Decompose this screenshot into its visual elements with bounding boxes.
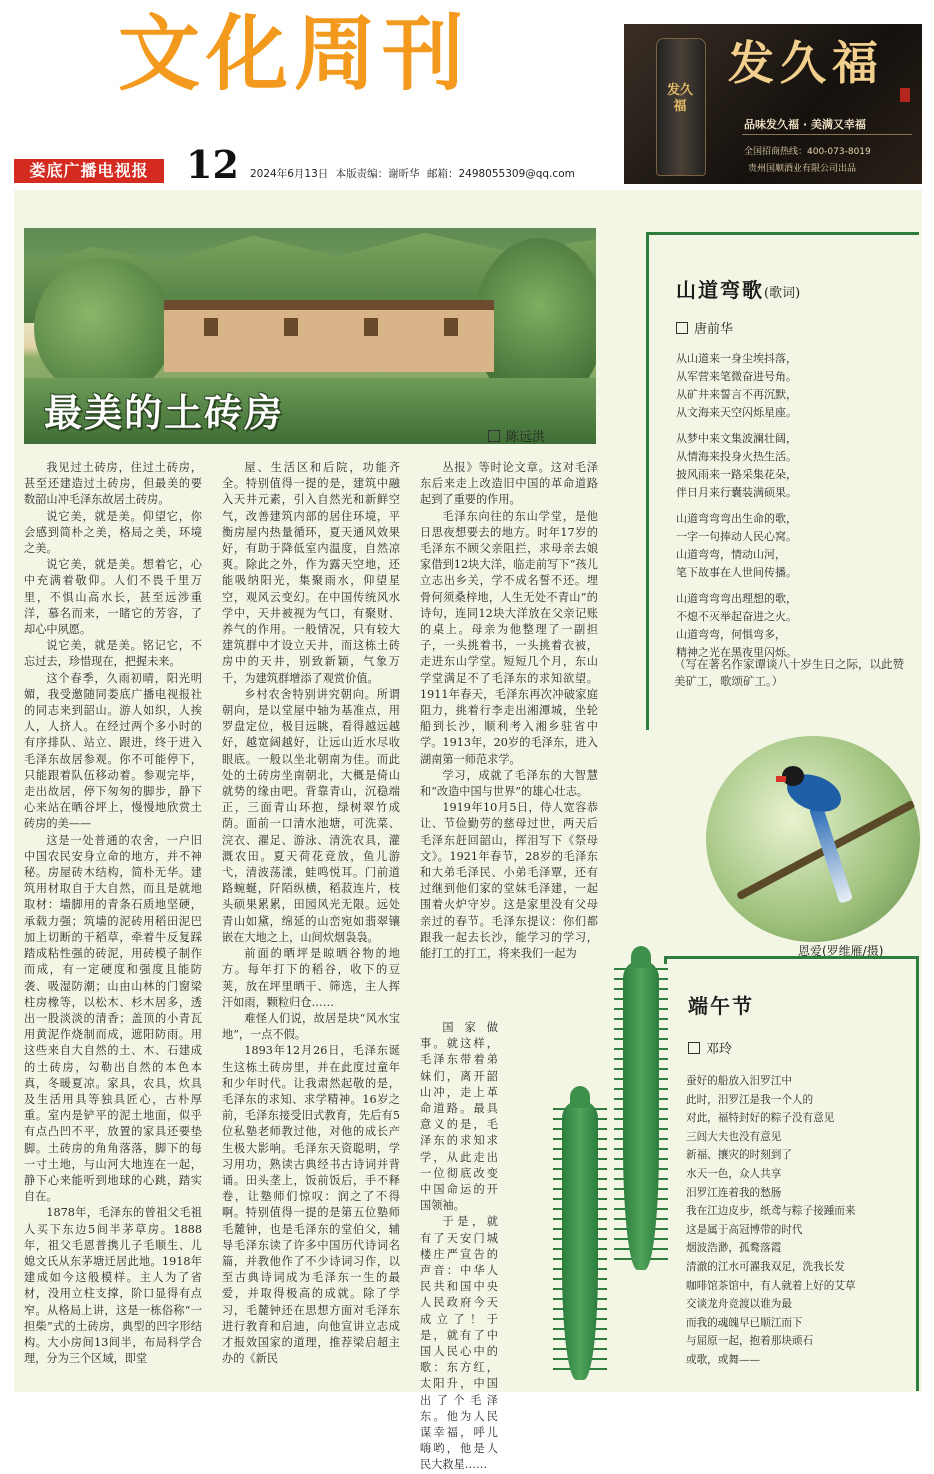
poem1-title: 山道弯歌(歌词) <box>676 278 801 302</box>
ad-brand: 发久福 <box>728 36 884 90</box>
paragraph: 学习，成就了毛泽东的大智慧和“改造中国与世界”的雄心壮志。 <box>420 768 598 799</box>
boat-head <box>570 1086 590 1108</box>
paragraph: 这个春季，久雨初晴，阳光明媚，我受邀随同娄底广播电视报社的同志来到韶山。游人如织，人挨人，人挤人。在经过两个多小时的有序排队、站立、跟进，终于进入毛泽东故居参观。你不可能停下，只能跟着队伍移动着。参观完毕，走出故居，停下匆匆的脚步，静下心来站在晒谷坪上，慢慢地欣赏土砖房的美—— <box>24 671 202 831</box>
ad-bottle <box>656 38 706 176</box>
poem-line: 新福、攘灾的时刻到了 <box>686 1149 792 1162</box>
issue-info <box>250 166 579 181</box>
ad-slogan: 品味发久福 · 美满又幸福 <box>744 118 866 131</box>
poem2-body <box>686 1072 856 1370</box>
paragraph: 1893年12月26日，毛泽东诞生这栋土砖房里，并在此度过童年和少年时代。让我肃然起敬的是，毛泽东的求知、求学精神。16岁之前，毛泽东接受旧式教育，先后有5位私塾老师教过他，对他的成长产生极大影响。毛泽东天资聪明，学习用功，熟读古典经书古诗词并背诵。田头垄上，饭前饭后，手不释卷，让塾师们惊叹：润之了不得啊。特别值得一提的是第五位塾师毛麓钟，也是毛泽东的堂伯父，辅导毛泽东读了许多中国历代诗词名篇，并教他作了不少诗词习作，以至古典诗词成为毛泽东一生的最爱，并取得极高的成就。除了学习，毛麓钟还在思想方面对毛泽东进行教育和启迪，向他宣讲立志成才报效国家的道理，推荐梁启超主办的《新民 <box>222 1044 400 1366</box>
article-column-1 <box>24 460 202 1367</box>
poem-line: 山道弯弯弯出理想的歌， <box>676 592 797 605</box>
poem1-subtitle: (歌词) <box>764 286 801 301</box>
poem-line: 不熄不灭举起奋进之火。 <box>676 610 797 623</box>
poem2-byline <box>688 1038 732 1057</box>
byline-box <box>688 1042 700 1054</box>
boat-body <box>562 1100 598 1380</box>
paragraph: 于是，就有了天安门城楼庄严宣告的声音：中华人民共和国中央人民政府今天成立了！于是，就有了中国人民心中的歌：东方红，太阳升，中国出了个毛泽东。他为人民谋幸福，呼儿嗨哟，他是人民大救星…… <box>420 1215 498 1472</box>
paragraph: 说它美，就是美。仰望它，你会感到简朴之美，格局之美，环境之美。 <box>24 509 202 556</box>
bird-beak <box>776 776 786 782</box>
photo-house <box>164 300 494 372</box>
poem-line: 一字一句捧动人民心窝。 <box>676 530 797 543</box>
paragraph: 我见过土砖房，住过土砖房，甚至还建造过土砖房，但最美的要数韶山冲毛泽东故居土砖房。 <box>24 461 202 507</box>
poem-line: 笔下故事在人世间传播。 <box>676 566 797 579</box>
poem-line: 山道弯弯，何惧弯多， <box>676 628 786 641</box>
poem-line: 这是属于高冠博带的时代 <box>686 1223 803 1236</box>
poem-line: 三闾大夫也没有意见 <box>686 1130 782 1143</box>
poem-stanza <box>676 430 797 502</box>
masthead-title: 文化周刊 <box>118 7 471 102</box>
photo-house-window <box>364 318 378 336</box>
article-column-narrow <box>420 1020 498 1474</box>
poem-line: 伴日月来行囊装满硕果。 <box>676 486 797 499</box>
poem2-author: 邓玲 <box>706 1042 733 1057</box>
poem-line: 此时，汨罗江是我一个人的 <box>686 1093 814 1106</box>
poem-line: 我在江边皮步，纸鸢与粽子接踵而来 <box>686 1205 856 1218</box>
poem-line: 烟波浩渺，孤鹜落霞 <box>686 1242 782 1255</box>
article-column-3 <box>420 460 598 962</box>
paper-logo: 娄底广播电视报 <box>14 159 164 183</box>
poem-line: 交谈龙舟竞渡以谁为最 <box>686 1298 792 1311</box>
poem-line: 水天一色，众人共享 <box>686 1167 782 1180</box>
poem-line: 对此，福特封好的粽子没有意见 <box>686 1112 835 1125</box>
poem-line: 清澈的江水可濯我双足，洗我长发 <box>686 1260 845 1273</box>
paragraph: 说它美，就是美。想着它，心中充满着敬仰。人们不畏千里万里，不惧山高水长，甚至远涉重洋，慕名而来，一睹它的芳容，了却心中夙愿。 <box>24 558 202 637</box>
poem-line: 而我的魂魄早已顺江而下 <box>686 1316 803 1329</box>
paragraph: 毛泽东向往的东山学堂，是他日思夜想要去的地方。时年17岁的毛泽东不顾父亲阻拦，求母亲去娘家借到12块大洋，临走前写下“孩儿立志出乡关，学不成名誓不还。埋骨何须桑梓地，人生无处不青山”的诗句，连同12块大洋放在父亲记账的桌上。母亲为他整理了一副担子，一头挑着书，一头挑着衣被，走进东山学堂。短短几个月，东山学堂满足不了毛泽东的求知欲望。1911年春天，毛泽东再次冲破家庭阻力，挑着行李走出湘潭城，坐轮船到长沙，顺利考入湘乡驻省中学。1913年，20岁的毛泽东，进入湖南第一师范求学。 <box>420 509 598 766</box>
poem-line: 咖啡馆茶馆中，有人就着上好的艾草 <box>686 1279 856 1292</box>
article-title: 最美的土砖房 <box>44 391 285 435</box>
byline-box <box>488 430 500 442</box>
paragraph: 丛报》等时论文章。这对毛泽东后来走上改造旧中国的革命道路起到了重要的作用。 <box>420 461 598 507</box>
paragraph: 难怪人们说，故居是块“风水宝地”，一点不假。 <box>222 1011 400 1042</box>
advertisement <box>624 24 922 184</box>
poem-line: 从山道来一身尘埃抖落， <box>676 352 797 365</box>
paragraph: 这是一处普通的农舍，一户旧中国农民安身立命的地方，并不神秘。房屋砖木结构，简朴无华。建筑用材取自于大自然，而且是就地取材：墙脚用的青条石质地坚硬，承载力强；筑墙的泥砖用稻田泥巴加上切断的干稻草，牵着牛反复踩踏成粘性强的砖泥，用砖模子制作而成，有一定硬度和强度且能防袭、吸湿防潮；山由山林的门窗梁柱房橡等，以松木、杉木居多，透出一股淡淡的清香；盖顶的小青瓦用黄泥作烧制而成，遮阳防雨。用这些来自大自然的土、木、石建成的土砖房，勾勒出自然的本色本真，冬暖夏凉。家具，农具，炊具及生活用具等独具匠心，古朴厚重。室内是铲平的泥土地面，似乎有点凸凹不平，放置的家具还要垫脚。土砖房的角角落落，脚下的每一寸土地，与山河大地连在一起，静下心来能听到地球的心跳，踏实自在。 <box>24 833 202 1204</box>
poem-line: 或歌，或舞—— <box>686 1353 761 1366</box>
poem-line: 精神之光在黑夜里闪烁。 <box>676 646 797 659</box>
byline-box <box>676 322 688 334</box>
poem-line: 从军营来笔微奋进号角。 <box>676 370 797 383</box>
poem-stanza <box>676 350 797 422</box>
poem-stanza <box>676 510 797 582</box>
boat-head <box>631 946 651 968</box>
photo-caption: 恩爱(罗维雁/摄) <box>798 944 884 958</box>
poem-line: 与屈原一起，抱着那块顽石 <box>686 1335 814 1348</box>
paragraph: 说它美，就是美。铭记它，不忘过去，珍惜现在，把握未来。 <box>24 639 202 669</box>
photo-house-window <box>204 318 218 336</box>
poem1-author: 唐前华 <box>694 322 734 337</box>
issue-date: 2024年6月13日 <box>250 168 329 180</box>
poem2-title: 端午节 <box>688 994 754 1018</box>
poem1-byline <box>676 318 733 337</box>
paragraph: 1919年10月5日，侍人宽容恭让、节俭勤劳的慈母过世，两天后毛泽东赶回韶山，挥泪写下《祭母文》。1921年春节，28岁的毛泽东和大弟毛泽民、小弟毛泽覃，还有过继到他们家的堂妹毛泽建，一起围着火炉守岁。这是家里没有父母亲过的春节。毛泽东提议：你们都跟我一起去长沙，能学习的学习，能打工的打工，将来我们一起为 <box>420 801 598 961</box>
paragraph: 前面的晒坪是晾晒谷物的地方。每年打下的稻谷，收下的豆荚，放在坪里晒干、筛选，主人挥汗如雨，颗粒归仓…… <box>222 947 400 1009</box>
ad-seal <box>900 88 910 102</box>
poem-line: 从梦中来文集波澜壮阔， <box>676 432 797 445</box>
poem-line: 从文海来天空闪烁星座。 <box>676 406 797 419</box>
paragraph: 屋、生活区和后院，功能齐全。特别值得一提的是，建筑中融入天井元素，引入自然光和新鲜空气，改善建筑内部的居住环境，平衡房屋内热量循环，夏天通风效果好，有助于降低室内温度，自然凉爽。除此之外，作为露天空地，还能吸纳阳光，集聚雨水，仰望星空，观风云变幻。在中国传统风水学中，天井被视为气口，有聚财、养气的作用。一般情况，只有较大建筑群中才设立天井，而这栋土砖房中的天井，别致新颖，气象万千，为建筑群增添了观赏价值。 <box>222 461 400 685</box>
page-number: 12 <box>186 142 239 187</box>
poem-stanza <box>676 590 797 662</box>
poem1-note: （写在著名作家谭谈八十岁生日之际，以此赞美矿工，歌颂矿工。） <box>674 657 904 688</box>
bird-photo <box>706 736 920 942</box>
paragraph: 1878年，毛泽东的曾祖父毛祖人买下东边5间半茅草房。1888年，祖父毛恩普携儿子毛顺生、儿媳文氏从东茅塘迁居此地。1918年建成如今这般模样。主人为了省材，没用立柱支撑，阶口显得有点窄。从格局上讲，这是一栋俗称“一担柴”式的土砖房，典型的凹字形结构。大小房间13间半，布局科学合理，分为三个区域，即堂 <box>24 1206 202 1366</box>
poem1-body <box>676 350 797 670</box>
photo-house-window <box>284 318 298 336</box>
poem-line: 从情海来投身火热生活。 <box>676 450 797 463</box>
boat-body <box>623 960 659 1270</box>
paragraph: 乡村农舍特别讲究朝向。所谓朝向，是以堂屋中轴为基准点，用罗盘定位，极目远眺，看得越远越好，越宽阔越好，让远山近水尽收眼底。一般以坐北朝南为佳。而此处的土砖房坐南朝北，大概是倚山就势的缘由吧。背靠青山，沉稳端正，三面青山环抱，绿树翠竹成荫。面前一口清水池塘，可洗菜、浣衣、濯足、游泳、清洗农具，灌溉农田。夏天荷花竞放，鱼儿游弋，清波荡漾，蛙鸣悦耳。门前道路蜿蜒，阡陌纵横，稻菽连片，枝头硕果累累，田园风光无限。远处青山如黛，绵延的山峦宛如翡翠镶嵌在大地之上，山间炊烟袅袅。 <box>222 687 400 944</box>
poem-line: 山道弯弯弯出生命的歌， <box>676 512 797 525</box>
poem2-frame-corner <box>664 956 667 964</box>
poem-line: 披风雨来一路采集花朵， <box>676 468 797 481</box>
poem-line: 山道弯弯，情动山河， <box>676 548 786 561</box>
ad-hotline: 全国招商热线：400-073-8019 <box>744 147 871 157</box>
poem-line: 蚕好的船放入汨罗江中 <box>686 1075 792 1087</box>
photo-tree-left <box>34 258 174 398</box>
ad-divider <box>742 134 912 135</box>
photo-house-window <box>444 318 458 336</box>
poem-line: 汨罗江连着我的愁肠 <box>686 1186 782 1199</box>
paragraph: 国家做事。就这样，毛泽东带着弟妹们，离开韶山冲，走上革命道路。最具意义的是，毛泽东的求知求学，从此走出一位彻底改变中国命运的开国领袖。 <box>420 1021 498 1213</box>
ad-company: 贵州国顺酒业有限公司出品 <box>748 164 857 174</box>
poem-line: 从矿井来誓言不再沉默， <box>676 388 797 401</box>
article-column-2 <box>222 460 400 1367</box>
article-byline <box>488 426 545 445</box>
poem1-frame-corner <box>646 720 649 730</box>
article-author: 陈远洪 <box>506 430 546 445</box>
issue-email: 邮箱：2498055309@qq.com <box>426 168 575 180</box>
ad-bottle-label: 发久福 <box>666 83 693 114</box>
issue-editor: 本版责编：谢昕华 <box>335 168 420 180</box>
